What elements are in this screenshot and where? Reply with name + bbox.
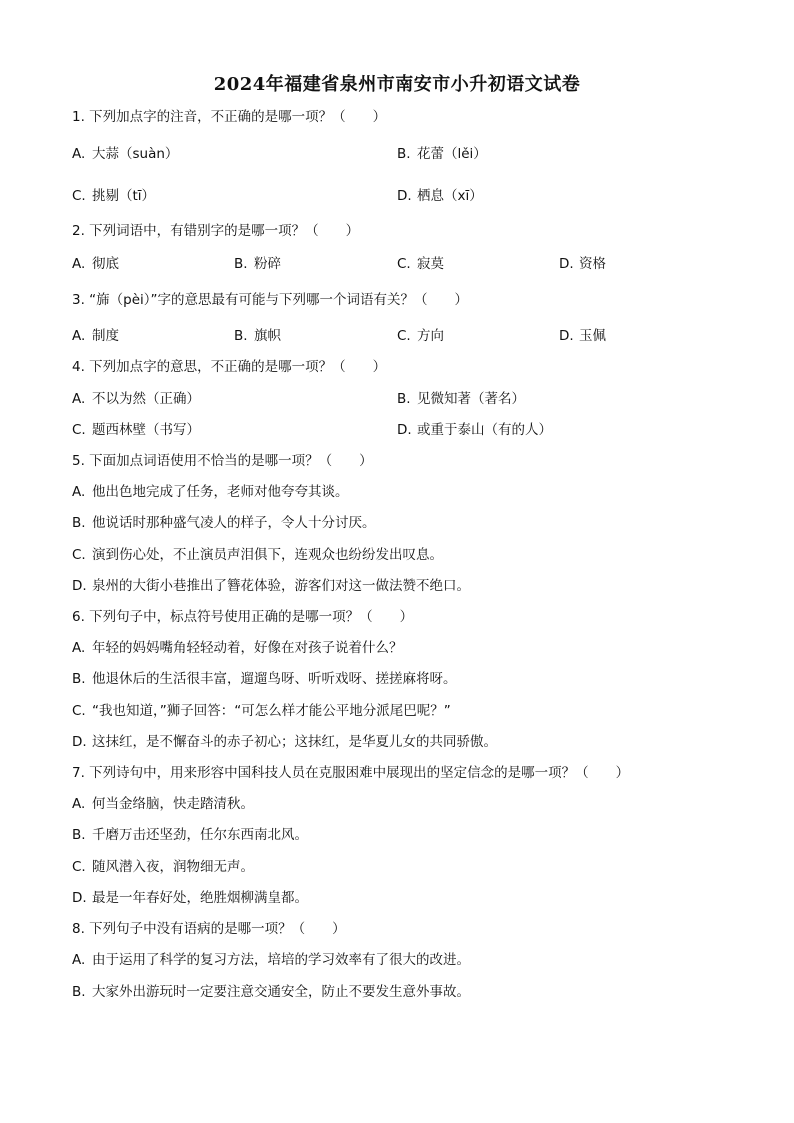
option-text: 千磨万击还坚劲，任尔东西南北风。 [92,827,308,843]
q6-option-a [72,639,403,657]
option-text: 制度 [92,328,119,344]
option-letter: B. [72,671,86,687]
q7-option-b [72,826,308,844]
question-5-stem: 5. 下面加点词语使用不恰当的是哪一项？（ ） [72,453,373,469]
page-title: 2024年福建省泉州市南安市小升初语文试卷 [213,74,581,95]
option-text: 栖息（xī） [417,188,483,204]
q6-option-c [72,702,451,720]
option-text: 年轻的妈妈嘴角轻轻动着，好像在对孩子说着什么？ [92,640,403,656]
option-letter: B. [72,515,86,531]
q4-option-b [397,390,525,408]
option-text: 或重于泰山（有的人） [417,422,552,438]
option-letter: A. [72,484,86,500]
option-letter: B. [234,328,248,344]
option-text: 不以为然（正确） [92,391,200,407]
option-text: 演到伤心处，不止演员声泪俱下，连观众也纷纷发出叹息。 [92,547,443,563]
question-7-stem: 7. 下列诗句中，用来形容中国科技人员在克服困难中展现出的坚定信念的是哪一项？（ ） [72,765,630,781]
q2-option-d [559,255,606,273]
option-text: 大蒜（suàn） [92,146,179,162]
option-text: 大家外出游玩时一定要注意交通安全，防止不要发生意外事故。 [92,984,470,1000]
q4-option-c [72,421,200,439]
q5-option-d [72,577,470,595]
option-letter: A. [72,328,86,344]
option-text: 旗帜 [254,328,281,344]
option-text: 见微知著（著名） [417,391,525,407]
q2-option-b [234,255,281,273]
question-1-stem: 1. 下列加点字的注音，不正确的是哪一项？（ ） [72,109,387,125]
option-letter: D. [72,734,87,750]
option-text: 由于运用了科学的复习方法，培培的学习效率有了很大的改进。 [92,952,470,968]
q8-option-b [72,983,470,1001]
option-letter: D. [72,578,87,594]
option-text: 最是一年春好处，绝胜烟柳满皇都。 [92,890,308,906]
option-letter: C. [72,422,86,438]
option-text: 随风潜入夜，润物细无声。 [92,859,254,875]
option-text: “我也知道，”狮子回答：“可怎么样才能公平地分派尾巴呢？” [92,703,451,719]
q7-option-a [72,795,254,813]
option-letter: D. [72,890,87,906]
option-text: 彻底 [92,256,119,272]
option-text: 他说话时那种盛气凌人的样子，令人十分讨厌。 [92,515,376,531]
option-letter: D. [397,188,412,204]
q4-option-a [72,390,200,408]
option-letter: C. [72,188,86,204]
option-text: 泉州的大街小巷推出了簪花体验，游客们对这一做法赞不绝口。 [92,578,470,594]
option-letter: C. [72,859,86,875]
option-letter: D. [559,256,574,272]
option-letter: A. [72,146,86,162]
q2-option-a [72,255,119,273]
q4-option-d [397,421,552,439]
option-letter: A. [72,640,86,656]
q7-option-c [72,858,254,876]
option-text: 他出色地完成了任务，老师对他夸夸其谈。 [92,484,349,500]
option-letter: D. [397,422,412,438]
option-text: 方向 [417,328,444,344]
option-letter: C. [397,256,411,272]
question-2-stem: 2. 下列词语中，有错别字的是哪一项？（ ） [72,223,360,239]
option-letter: A. [72,391,86,407]
option-letter: B. [72,827,86,843]
option-letter: D. [559,328,574,344]
option-text: 资格 [579,256,606,272]
q2-option-c [397,255,444,273]
q1-option-b [397,145,487,163]
option-text: 他退休后的生活很丰富，遛遛鸟呀、听听戏呀、搓搓麻将呀。 [92,671,457,687]
q1-option-c [72,187,155,205]
option-text: 题西林壁（书写） [92,422,200,438]
option-letter: A. [72,796,86,812]
question-3-stem: 3. “旆（pèi）”字的意思最有可能与下列哪一个词语有关？（ ） [72,292,469,308]
q1-option-a [72,145,178,163]
question-8-stem: 8. 下列句子中没有语病的是哪一项？（ ） [72,921,346,937]
q5-option-a [72,483,349,501]
q5-option-c [72,546,443,564]
q3-option-a [72,327,119,345]
option-letter: A. [72,952,86,968]
option-text: 花蕾（lěi） [417,146,487,162]
option-text: 寂莫 [417,256,444,272]
q1-option-d [397,187,483,205]
option-letter: C. [397,328,411,344]
q6-option-d [72,733,497,751]
q5-option-b [72,514,376,532]
q3-option-d [559,327,606,345]
option-letter: B. [234,256,248,272]
option-letter: A. [72,256,86,272]
option-letter: B. [72,984,86,1000]
option-text: 玉佩 [579,328,606,344]
q7-option-d [72,889,308,907]
option-text: 挑剔（tī） [92,188,156,204]
option-letter: C. [72,547,86,563]
option-letter: B. [397,391,411,407]
question-6-stem: 6. 下列句子中，标点符号使用正确的是哪一项？（ ） [72,609,414,625]
q3-option-c [397,327,444,345]
question-4-stem: 4. 下列加点字的意思，不正确的是哪一项？（ ） [72,359,387,375]
option-letter: B. [397,146,411,162]
option-text: 粉碎 [254,256,281,272]
q6-option-b [72,670,457,688]
option-letter: C. [72,703,86,719]
q3-option-b [234,327,281,345]
option-text: 何当金络脑，快走踏清秋。 [92,796,254,812]
option-text: 这抹红，是不懈奋斗的赤子初心；这抹红，是华夏儿女的共同骄傲。 [92,734,497,750]
q8-option-a [72,951,470,969]
